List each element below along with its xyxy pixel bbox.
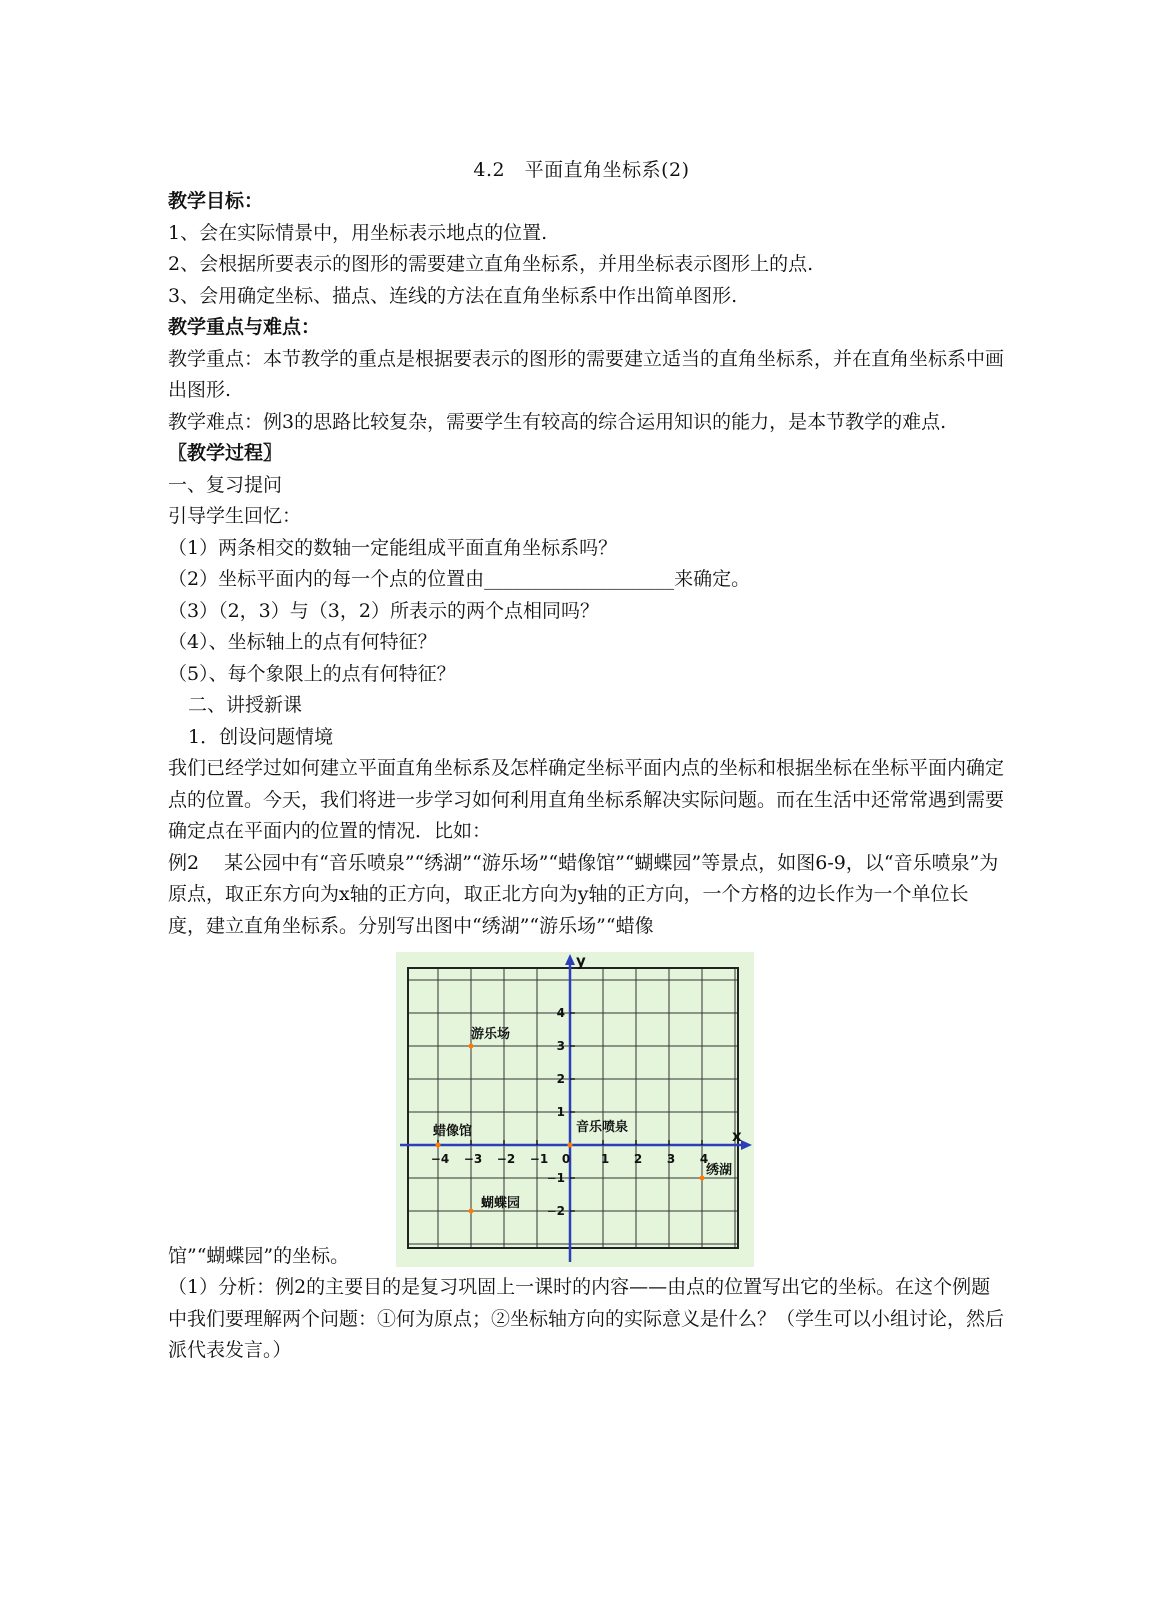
- data-point: [568, 1143, 573, 1148]
- y-tick-label: 3: [556, 1039, 565, 1053]
- x-tick-label: −1: [529, 1152, 549, 1166]
- x-tick-label: −3: [463, 1152, 483, 1166]
- y-tick-label: 4: [556, 1006, 565, 1020]
- analysis-paragraph: （1）分析：例2的主要目的是复习巩固上一课时的内容——由点的位置写出它的坐标。在这个例题中我们要理解两个问题：①何为原点；②坐标轴方向的实际意义是什么？（学生可以小组讨论，然后派代表发言。）: [168, 1276, 1005, 1361]
- y-tick-label: 2: [556, 1072, 565, 1086]
- goal-item: 2、会根据所要表示的图形的需要建立直角坐标系，并用坐标表示图形上的点.: [168, 253, 814, 275]
- goal-item: 3、会用确定坐标、描点、连线的方法在直角坐标系中作出简单图形.: [168, 284, 738, 307]
- data-point: [436, 1143, 441, 1148]
- x-tick-label: 3: [666, 1152, 676, 1166]
- document-body: [168, 186, 1006, 1367]
- example-paragraph: 例2 某公园中有“音乐喷泉”“绣湖”“游乐场”“蜡像馆”“蝴蝶园”等景点，如图6-9，以“音乐喷泉”为原点，取正东方向为x轴的正方向，取正北方向为y轴的正方向，一个方格的边长作为一个单位长度，建立直角坐标系。分别写出图中“绣湖”“游乐场”“蜡像: [168, 851, 999, 937]
- figure-row: [168, 952, 1006, 1272]
- page-title: 4.2 平面直角坐标系(2): [473, 159, 690, 181]
- x-tick-label: 1: [600, 1152, 610, 1166]
- coordinate-figure: [396, 952, 754, 1267]
- y-tick-label: 1: [556, 1105, 565, 1119]
- x-tick-label: −2: [496, 1152, 516, 1166]
- chart-background: [396, 952, 754, 1267]
- goal-item: 1、会在实际情景中，用坐标表示地点的位置.: [168, 221, 548, 244]
- x-tick-label: 0: [561, 1152, 571, 1166]
- question-item: （1）两条相交的数轴一定能组成平面直角坐标系吗？: [168, 536, 618, 559]
- example-tail: 馆”“蝴蝶园”的坐标。: [168, 1244, 350, 1267]
- section-heading: 一、复习提问: [168, 473, 283, 496]
- difficult-point: 教学难点：例3的思路比较复杂，需要学生有较高的综合运用知识的能力，是本节教学的难点.: [168, 410, 947, 433]
- data-point: [469, 1209, 474, 1214]
- point-label: 音乐喷泉: [576, 1120, 629, 1135]
- data-point: [469, 1044, 474, 1049]
- subsection-heading: 1．创设问题情境: [188, 725, 334, 748]
- x-tick-label: −4: [430, 1152, 450, 1166]
- point-label: 蝴蝶园: [481, 1196, 521, 1211]
- question-item: （4）、坐标轴上的点有何特征？: [168, 631, 437, 653]
- y-axis-label: y: [576, 952, 586, 970]
- question-item: （2）坐标平面内的每一个点的位置由____________________来确定。: [168, 568, 751, 590]
- data-point: [700, 1176, 705, 1181]
- goals-heading: 教学目标：: [168, 190, 264, 212]
- point-label: 游乐场: [471, 1027, 511, 1042]
- section-heading: 二、讲授新课: [188, 694, 303, 716]
- intro-paragraph: 我们已经学过如何建立平面直角坐标系及怎样确定坐标平面内点的坐标和根据坐标在坐标平面内确定点的位置。今天，我们将进一步学习如何利用直角坐标系解决实际问题。而在生活中还常常遇到需要确定点在平面内的位置的情况．比如：: [168, 757, 1005, 842]
- point-label: 绣湖: [706, 1163, 733, 1178]
- x-tick-label: 2: [633, 1152, 643, 1166]
- key-point: 教学重点：本节教学的重点是根据要表示的图形的需要建立适当的直角坐标系，并在直角坐标系中画出图形.: [168, 347, 1005, 401]
- x-tick-label: 4: [699, 1152, 709, 1166]
- x-axis-label: x: [732, 1127, 742, 1145]
- y-tick-label: −2: [546, 1204, 565, 1218]
- y-tick-label: −1: [546, 1171, 565, 1185]
- question-item: （5）、每个象限上的点有何特征？: [168, 662, 456, 685]
- recall-intro: 引导学生回忆：: [168, 505, 302, 527]
- question-item: （3）（2，3）与（3，2）所表示的两个点相同吗？: [168, 599, 599, 622]
- point-label: 蜡像馆: [433, 1124, 473, 1139]
- process-heading: 〖教学过程〗: [168, 442, 283, 464]
- coordinate-chart: [396, 952, 754, 1267]
- key-heading: 教学重点与难点：: [168, 316, 321, 338]
